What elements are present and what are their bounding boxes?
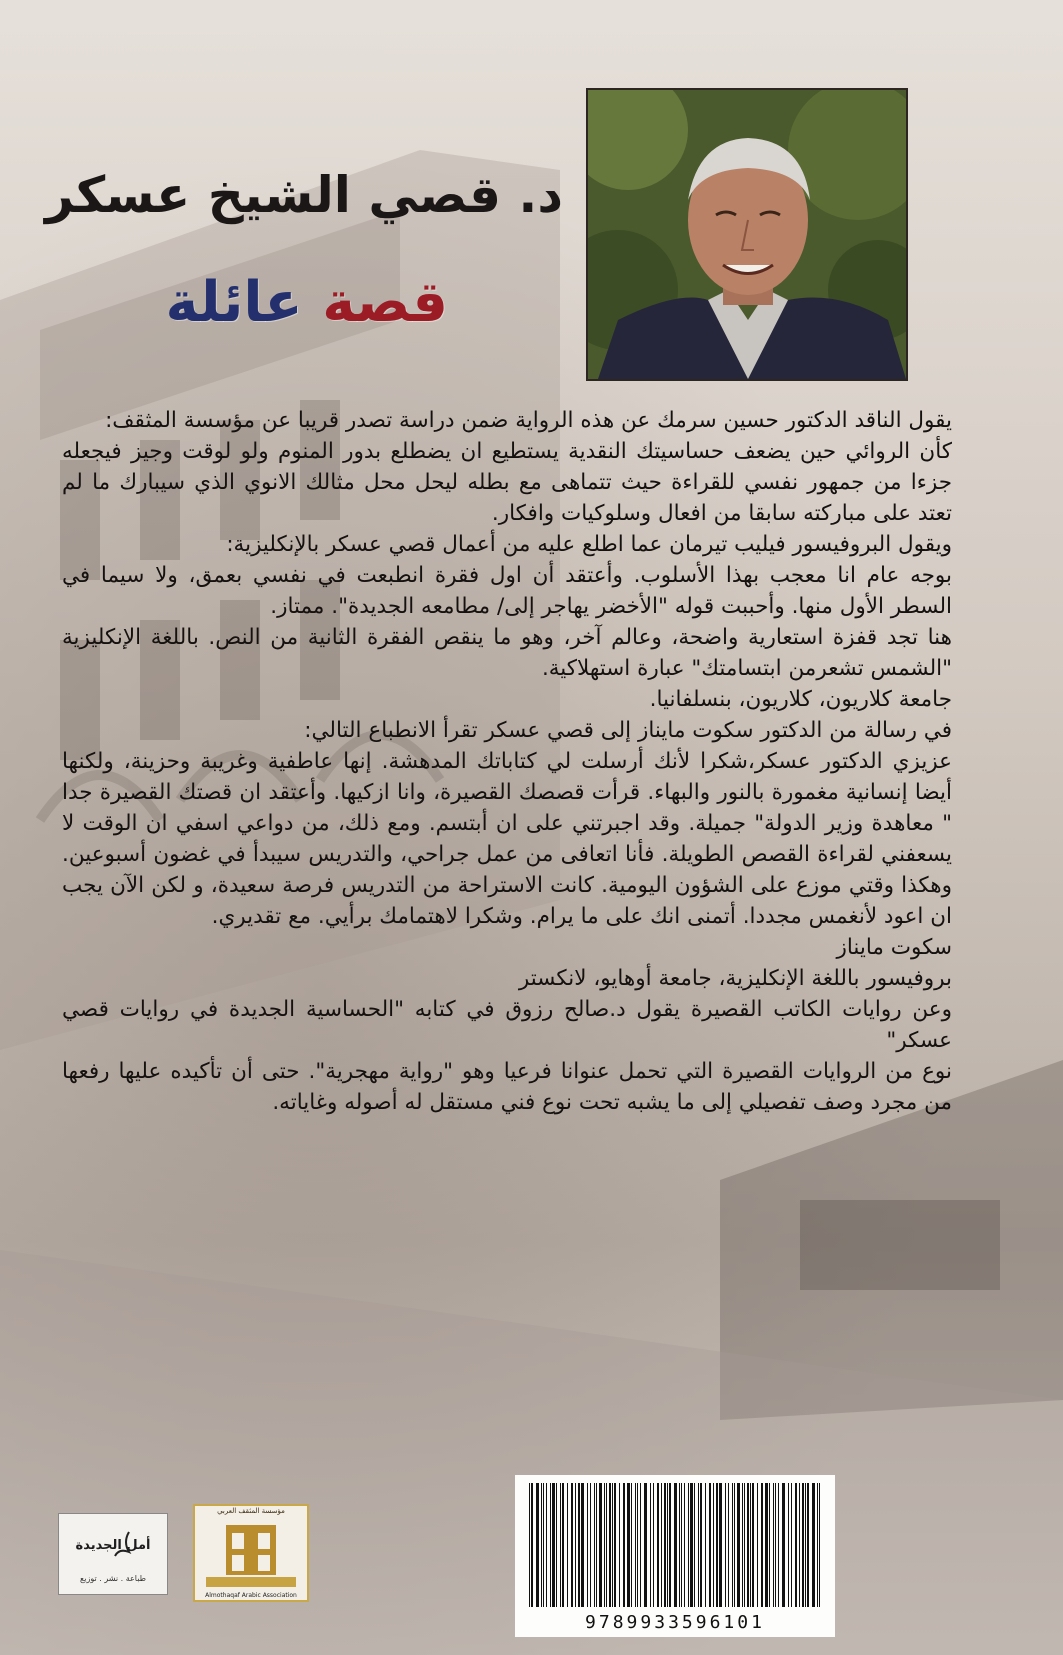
- book-title: [48, 272, 448, 334]
- barcode-bar: [657, 1483, 659, 1607]
- author-photo: [586, 88, 908, 381]
- text-paragraph: في رسالة من الدكتور سكوت مايناز إلى قصي عسكر تقرأ الانطباع التالي:: [304, 718, 952, 743]
- barcode-bar: [562, 1483, 564, 1607]
- barcode-bar: [752, 1483, 754, 1607]
- barcode-bar: [560, 1483, 561, 1607]
- barcode-bar: [728, 1483, 729, 1607]
- book-title-word-2: عائلة: [165, 270, 303, 335]
- barcode-bar: [802, 1483, 804, 1607]
- barcode-bar: [807, 1483, 809, 1607]
- barcode-bar: [734, 1483, 735, 1607]
- barcode-bar: [775, 1483, 776, 1607]
- text-paragraph: بوجه عام انا معجب بهذا الأسلوب. وأعتقد أن اول فقرة انطبعت في نفسي بعمق، ولا سيما في السطر الأول منها. وأحببت قوله "الأخضر يهاجر إلى/ مطامعه الجديدة". ممتاز.: [62, 563, 952, 619]
- text-paragraph: سكوت مايناز: [836, 935, 952, 960]
- barcode-bar: [778, 1483, 779, 1607]
- barcode-bar: [737, 1483, 740, 1607]
- barcode-bar: [705, 1483, 706, 1607]
- barcode-bar: [594, 1483, 595, 1607]
- barcode-bar: [529, 1483, 530, 1607]
- text-paragraph: يقول الناقد الدكتور حسين سرمك عن هذه الرواية ضمن دراسة تصدر قريبا عن مؤسسة المثقف:: [105, 408, 952, 433]
- barcode-bar: [765, 1483, 768, 1607]
- isbn-barcode: [515, 1475, 835, 1637]
- barcode-bar: [587, 1483, 588, 1607]
- barcode-bar: [623, 1483, 625, 1607]
- barcode-bar: [791, 1483, 792, 1607]
- barcode-bar: [744, 1483, 745, 1607]
- barcode-bar: [541, 1483, 542, 1607]
- barcode-bar: [650, 1483, 651, 1607]
- publisher-logo-tagline: طباعة . نشر . توزيع: [79, 1574, 147, 1583]
- barcode-bar: [719, 1483, 722, 1607]
- barcode-bar: [725, 1483, 726, 1607]
- barcode-bar: [819, 1483, 820, 1607]
- barcode-bar: [543, 1483, 544, 1607]
- barcode-bar: [669, 1483, 671, 1607]
- barcode-bar: [700, 1483, 702, 1607]
- barcode-bars: [515, 1483, 835, 1613]
- barcode-bar: [644, 1483, 647, 1607]
- barcode-bar: [747, 1483, 749, 1607]
- barcode-bar: [550, 1483, 551, 1607]
- publisher-logo-amal: [58, 1513, 168, 1595]
- barcode-bar: [817, 1483, 818, 1607]
- text-paragraph: نوع من الروايات القصيرة التي تحمل عنوانا فرعيا وهو "رواية مهجرية". حتى أن تأكيده عليها رفعها من مجرد وصف تفصيلي إلى ما يشبه تحت نوع فني مستقل له أصوله وغاياته.: [62, 1059, 952, 1115]
- publisher-logo-english-caption: Almothaqaf Arabic Association: [205, 1592, 297, 1599]
- barcode-bar: [713, 1483, 714, 1607]
- barcode-bar: [590, 1483, 591, 1607]
- barcode-bar: [688, 1483, 689, 1607]
- barcode-bar: [567, 1483, 568, 1607]
- publisher-logo-arabic-caption: مؤسسة المثقف العربي: [217, 1507, 285, 1515]
- barcode-bar: [716, 1483, 718, 1607]
- back-cover-text: [62, 405, 952, 1118]
- barcode-bar: [575, 1483, 576, 1607]
- barcode-bar: [795, 1483, 797, 1607]
- publisher-logo-name: أمل الجديدة: [75, 1538, 151, 1553]
- text-paragraph: وعن روايات الكاتب القصيرة يقول د.صالح رزوق في كتابه "الحساسية الجديدة في روايات قصي عسكر": [62, 997, 952, 1053]
- barcode-bar: [709, 1483, 711, 1607]
- barcode-bar: [546, 1483, 547, 1607]
- barcode-bar: [619, 1483, 620, 1607]
- barcode-bar: [627, 1483, 630, 1607]
- barcode-bar: [552, 1483, 555, 1607]
- text-paragraph: كأن الروائي حين يضعف حساسيتك النقدية يستطيع ان يضطلع بدور المنوم ولو لوقت وجيز فيجعله جزءا من جمهور نفسي للقراءة حيث تتماهى مع بطله ليحل محل مثالك الانوي الذي سيبارك ما لم تعتد على مباركته سابقا من افعال وسلوكيات وافكار.: [62, 439, 952, 526]
- barcode-bar: [653, 1483, 654, 1607]
- text-paragraph: ويقول البروفيسور فيليب تيرمان عما اطلع عليه من أعمال قصي عسكر بالإنكليزية:: [226, 532, 952, 557]
- book-title-word-1: قصة: [322, 270, 448, 335]
- text-paragraph: هنا تجد قفزة استعارية واضحة، وعالم آخر، وهو ما ينقص الفقرة الثانية من النص. باللغة الإنكليزية "الشمس تشعرمن ابتسامتك" عبارة استهلاكية.: [62, 625, 952, 681]
- barcode-bar: [604, 1483, 605, 1607]
- barcode-bar: [681, 1483, 682, 1607]
- barcode-bar: [757, 1483, 758, 1607]
- barcode-bar: [684, 1483, 685, 1607]
- text-paragraph: عزيزي الدكتور عسكر،شكرا لأنك أرسلت لي كتاباتك المدهشة. إنها عاطفية وغريبة وحزينة، ولكنها أيضا إنسانية مغمورة بالنور والبهاء. قرأت قصصك القصيرة، وانا ازكيها. وأعتقد ان قصتك القصيرة جدا " معاهدة وزير الدولة" جميلة. وقد اجبرتني على ان أبتسم. ومع ذلك، من دواعي اسفي ان الوقت لا يسعفني لقراءة القصص الطويلة. فأنا اتعافى من عمل جراحي، والتدريس سيبدأ في غضون أسبوعين. وهكذا وقتي موزع على الشؤون اليومية. كانت الاستراحة من التدريس فرصة سعيدة، و لكن الآن يجب ان اعود لأنغمس مجددا. أتمنى انك على ما يرام. وشكرا لاهتمامك برأيي. مع تقديري.: [62, 749, 952, 929]
- barcode-bar: [694, 1483, 695, 1607]
- barcode-bar: [664, 1483, 666, 1607]
- barcode-bar: [773, 1483, 774, 1607]
- barcode-bar: [612, 1483, 613, 1607]
- barcode-bar: [698, 1483, 699, 1607]
- barcode-bar: [732, 1483, 733, 1607]
- barcode-bar: [782, 1483, 785, 1607]
- barcode-bar: [599, 1483, 602, 1607]
- barcode-bar: [812, 1483, 815, 1607]
- barcode-bar: [769, 1483, 770, 1607]
- barcode-bar: [631, 1483, 632, 1607]
- text-paragraph: بروفيسور باللغة الإنكليزية، جامعة أوهايو، لانكستر: [518, 966, 952, 991]
- barcode-bar: [742, 1483, 743, 1607]
- barcode-bar: [667, 1483, 668, 1607]
- barcode-bar: [788, 1483, 789, 1607]
- barcode-bar: [750, 1483, 751, 1607]
- barcode-bar: [805, 1483, 806, 1607]
- barcode-bar: [635, 1483, 636, 1607]
- barcode-bar: [761, 1483, 763, 1607]
- barcode-bar: [661, 1483, 662, 1607]
- barcode-bar: [581, 1483, 584, 1607]
- publisher-logo-almothaqaf: [192, 1503, 310, 1603]
- barcode-bar: [640, 1483, 641, 1607]
- barcode-bar: [531, 1483, 533, 1607]
- barcode-bar: [674, 1483, 677, 1607]
- isbn-number: 9789933596101: [585, 1612, 765, 1633]
- author-name: د. قصي الشيخ عسكر: [45, 166, 563, 224]
- barcode-bar: [614, 1483, 616, 1607]
- barcode-bar: [606, 1483, 607, 1607]
- barcode-bar: [571, 1483, 573, 1607]
- barcode-bar: [799, 1483, 800, 1607]
- text-paragraph: جامعة كلاريون، كلاريون، بنسلفانيا.: [649, 687, 952, 712]
- barcode-bar: [578, 1483, 580, 1607]
- barcode-bar: [609, 1483, 611, 1607]
- barcode-bar: [679, 1483, 680, 1607]
- barcode-bar: [596, 1483, 597, 1607]
- barcode-bar: [556, 1483, 557, 1607]
- barcode-bar: [690, 1483, 693, 1607]
- barcode-bar: [637, 1483, 638, 1607]
- barcode-bar: [536, 1483, 539, 1607]
